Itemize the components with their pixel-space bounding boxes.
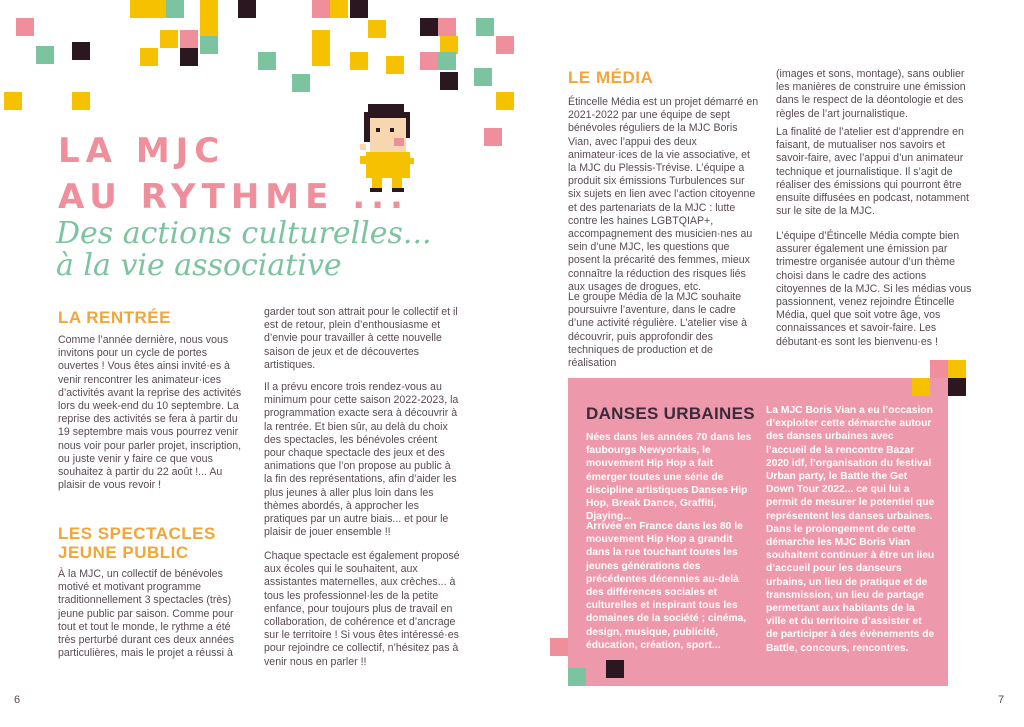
danses-heading: DANSES URBAINES bbox=[586, 404, 755, 423]
spectacles-text: À la MJC, un collectif de bénévoles motivé et motivant programme traditionnellement 3 spectacles (très) jeune public par saison. Comme pour tout et tout le monde, le rythme a été très perturbé durant ces deux années particulières, mais le projet a réussi à bbox=[58, 568, 235, 660]
confetti-pixel bbox=[330, 0, 348, 18]
title-line-1: LA MJC bbox=[58, 131, 226, 171]
danses-text-2: Arrivée en France dans les 80 le mouvement Hip Hop a grandit dans la rue touchant toutes les jeunes générations des précédentes décennies au-delà des différences sociales et culturelles et inspirant tous les domaines de la société ; cinéma, design, musique, publicité, éducation, création, sport... bbox=[586, 521, 747, 651]
box-pixel bbox=[912, 378, 930, 396]
confetti-pixel bbox=[200, 36, 218, 54]
confetti-pixel bbox=[420, 18, 438, 36]
confetti-pixel bbox=[484, 128, 502, 146]
media-text-4: La finalité de l’atelier est d’apprendre en faisant, de mutualiser nos savoirs et savoir-faire, avec l’appui d’un animateur technique et journalistique. Il s’agit de réaliser des émissions qui pourront être ensuite diffusées en podcast, notamment sur le site de la MJC. bbox=[776, 126, 969, 218]
spectacles-heading-line-2: JEUNE PUBLIC bbox=[58, 543, 189, 562]
confetti-pixel bbox=[474, 68, 492, 86]
box-pixel bbox=[550, 638, 568, 656]
confetti-pixel bbox=[130, 0, 148, 18]
spectacles-heading-line-1: LES SPECTACLES bbox=[58, 524, 216, 543]
rentree-heading: LA RENTRÉE bbox=[58, 308, 171, 327]
confetti-pixel bbox=[16, 18, 34, 36]
confetti-pixel bbox=[238, 0, 256, 18]
confetti-pixel bbox=[386, 56, 404, 74]
confetti-pixel bbox=[476, 18, 494, 36]
spectacles-programme-text: Il a prévu encore trois rendez-vous au minimum pour cette saison 2022-2023, la programmation exacte sera à découvrir à la rentrée. Et bien sûr, au delà du choix des spectacles, les bénévoles créent pour chaque spectacle des jeux et des animations que l’on propose au public à la fin des représentations, afin d’aider les plus jeunes à aller plus loin dans les thèmes abordés, à approcher les pratiques par un autre biais... et pour le plaisir de jouer ensemble !! bbox=[264, 381, 459, 539]
confetti-pixel bbox=[292, 74, 310, 92]
confetti-pixel bbox=[36, 46, 54, 64]
confetti-pixel bbox=[312, 30, 330, 48]
danses-text-1: Nées dans les années 70 dans les faubourgs Newyorkais, le mouvement Hip Hop a fait émerger toutes une série de discipline artistiques Danses Hip Hop, Break Dance, Graffiti, Djaying... bbox=[586, 432, 752, 523]
confetti-pixel bbox=[4, 92, 22, 110]
confetti-pixel bbox=[312, 0, 330, 18]
spectacles-heading bbox=[58, 524, 216, 562]
title-line-2: AU RYTHME ... bbox=[58, 177, 409, 217]
confetti-pixel bbox=[258, 52, 276, 70]
media-text-3: (images et sons, montage), sans oublier les manières de construire une émission dans le respect de la déontologie et des règles de l’art journalistique. bbox=[776, 68, 966, 120]
confetti-pixel bbox=[180, 48, 198, 66]
spectacles-text-continued: garder tout son attrait pour le collectif et il est de retour, plein d’enthousiasme et d’envie pour travailler à cette nouvelle saison de jeux et de découvertes artistiques. bbox=[264, 306, 458, 371]
confetti-pixel bbox=[368, 20, 386, 38]
confetti-pixel bbox=[200, 18, 218, 36]
page-number-right: 7 bbox=[998, 694, 1005, 706]
danses-text-3: La MJC Boris Vian a eu l’occasion d’exploiter cette démarche autour des danses urbaines avec l’accueil de la rencontre Bazar 2020 idf, l’organisation du festival Urban party, le Battle the Get Down Tour 2022... ce qui lui a permit de mesurer le potentiel que représentent les danses urbaines. Dans le prolongement de cette démarche les MJC Boris Vian souhaitent continuer à être un lieu d’accueil pour les danseurs urbains, un lieu de pratique et de transmission, un lieu de partage permettant aux habitants de la ville et du territoire d’assister et de participer à des évènements de Battle, concours, rencontres. bbox=[766, 405, 935, 654]
box-pixel bbox=[606, 660, 624, 678]
page-subtitle bbox=[56, 218, 432, 282]
confetti-pixel bbox=[148, 0, 166, 18]
confetti-pixel bbox=[180, 30, 198, 48]
confetti-pixel bbox=[438, 18, 456, 36]
confetti-pixel bbox=[440, 72, 458, 90]
subtitle-line-1: Des actions culturelles... bbox=[56, 216, 432, 251]
box-pixel bbox=[568, 668, 586, 686]
box-pixel bbox=[948, 360, 966, 378]
media-text-5: L’équipe d’Étincelle Média compte bien assurer également une émission par trimestre organisée autour d’un thème choisi dans le cadre des actions citoyennes de la MJC. Si les médias vous passionnent, venez rejoindre Étincelle Média, quel que soit votre âge, vos connaissances et savoir-faire. Les débutant·es sont les bienvenu·es ! bbox=[776, 230, 972, 348]
confetti-pixel bbox=[166, 0, 184, 18]
confetti-pixel bbox=[140, 48, 158, 66]
box-pixel bbox=[948, 378, 966, 396]
confetti-pixel bbox=[420, 52, 438, 70]
rentree-text: Comme l’année dernière, nous vous invitons pour un cycle de portes ouvertes ! Vous êtes ainsi invité·es à venir rencontrer les animateur·ices d’activités avant la reprise des activités lors du week-end du 10 septembre. La reprise des activités se fera à partir du 19 septembre mais vous pourrez venir nous voir pour parler projet, inscription, ou juste venir y faire ce que vous souhaitez à partir du 22 août !... Au plaisir de vous revoir ! bbox=[58, 334, 242, 492]
box-pixel bbox=[930, 360, 948, 378]
page-number-left: 6 bbox=[14, 694, 21, 706]
confetti-pixel bbox=[350, 0, 368, 18]
confetti-pixel bbox=[72, 92, 90, 110]
confetti-pixel bbox=[496, 92, 514, 110]
confetti-pixel bbox=[200, 0, 218, 18]
media-text-2: Le groupe Média de la MJC souhaite poursuivre l’aventure, dans le cadre d’une activité régulière. L’atelier vise à découvrir, puis approfondir des techniques de production et de réalisation bbox=[568, 291, 748, 370]
subtitle-line-2: à la vie associative bbox=[56, 248, 342, 283]
confetti-pixel bbox=[72, 42, 90, 60]
confetti-pixel bbox=[350, 52, 368, 70]
confetti-pixel bbox=[438, 52, 456, 70]
confetti-pixel bbox=[496, 36, 514, 54]
media-heading: LE MÉDIA bbox=[568, 68, 654, 87]
confetti-pixel bbox=[160, 30, 178, 48]
confetti-pixel bbox=[312, 48, 330, 66]
spectacles-schools-text: Chaque spectacle est également proposé aux écoles qui le souhaitent, aux assistantes maternelles, aux crèches... à tous les professionnel·les de la petite enfance, pour toujours plus de travail en collaboration, de cohérence et d’ancrage sur le territoire ! Si vous êtes intéressé·es pour rejoindre ce collectif, n’hésitez pas à venir nous en parler !! bbox=[264, 550, 460, 668]
page-title bbox=[58, 128, 409, 220]
media-text-1: Étincelle Média est un projet démarré en 2021-2022 par une équipe de sept bénévoles réguliers de la MJC Boris Vian, avec l’appui des deux animateur·ices de la vie associative, et la MJC du Plessis-Trévise. L’équipe a produit six émissions Turbulences sur six sujets en lien avec l’action citoyenne et des partenariats de la MJC : lutte contre les haines LGBTQIAP+, accompagnement des musicien·nes au sein d’une MJC, les questions que posent la précarité des femmes, mieux connaître la réduction des risques liés aux usages de drogues, etc. bbox=[568, 96, 759, 293]
